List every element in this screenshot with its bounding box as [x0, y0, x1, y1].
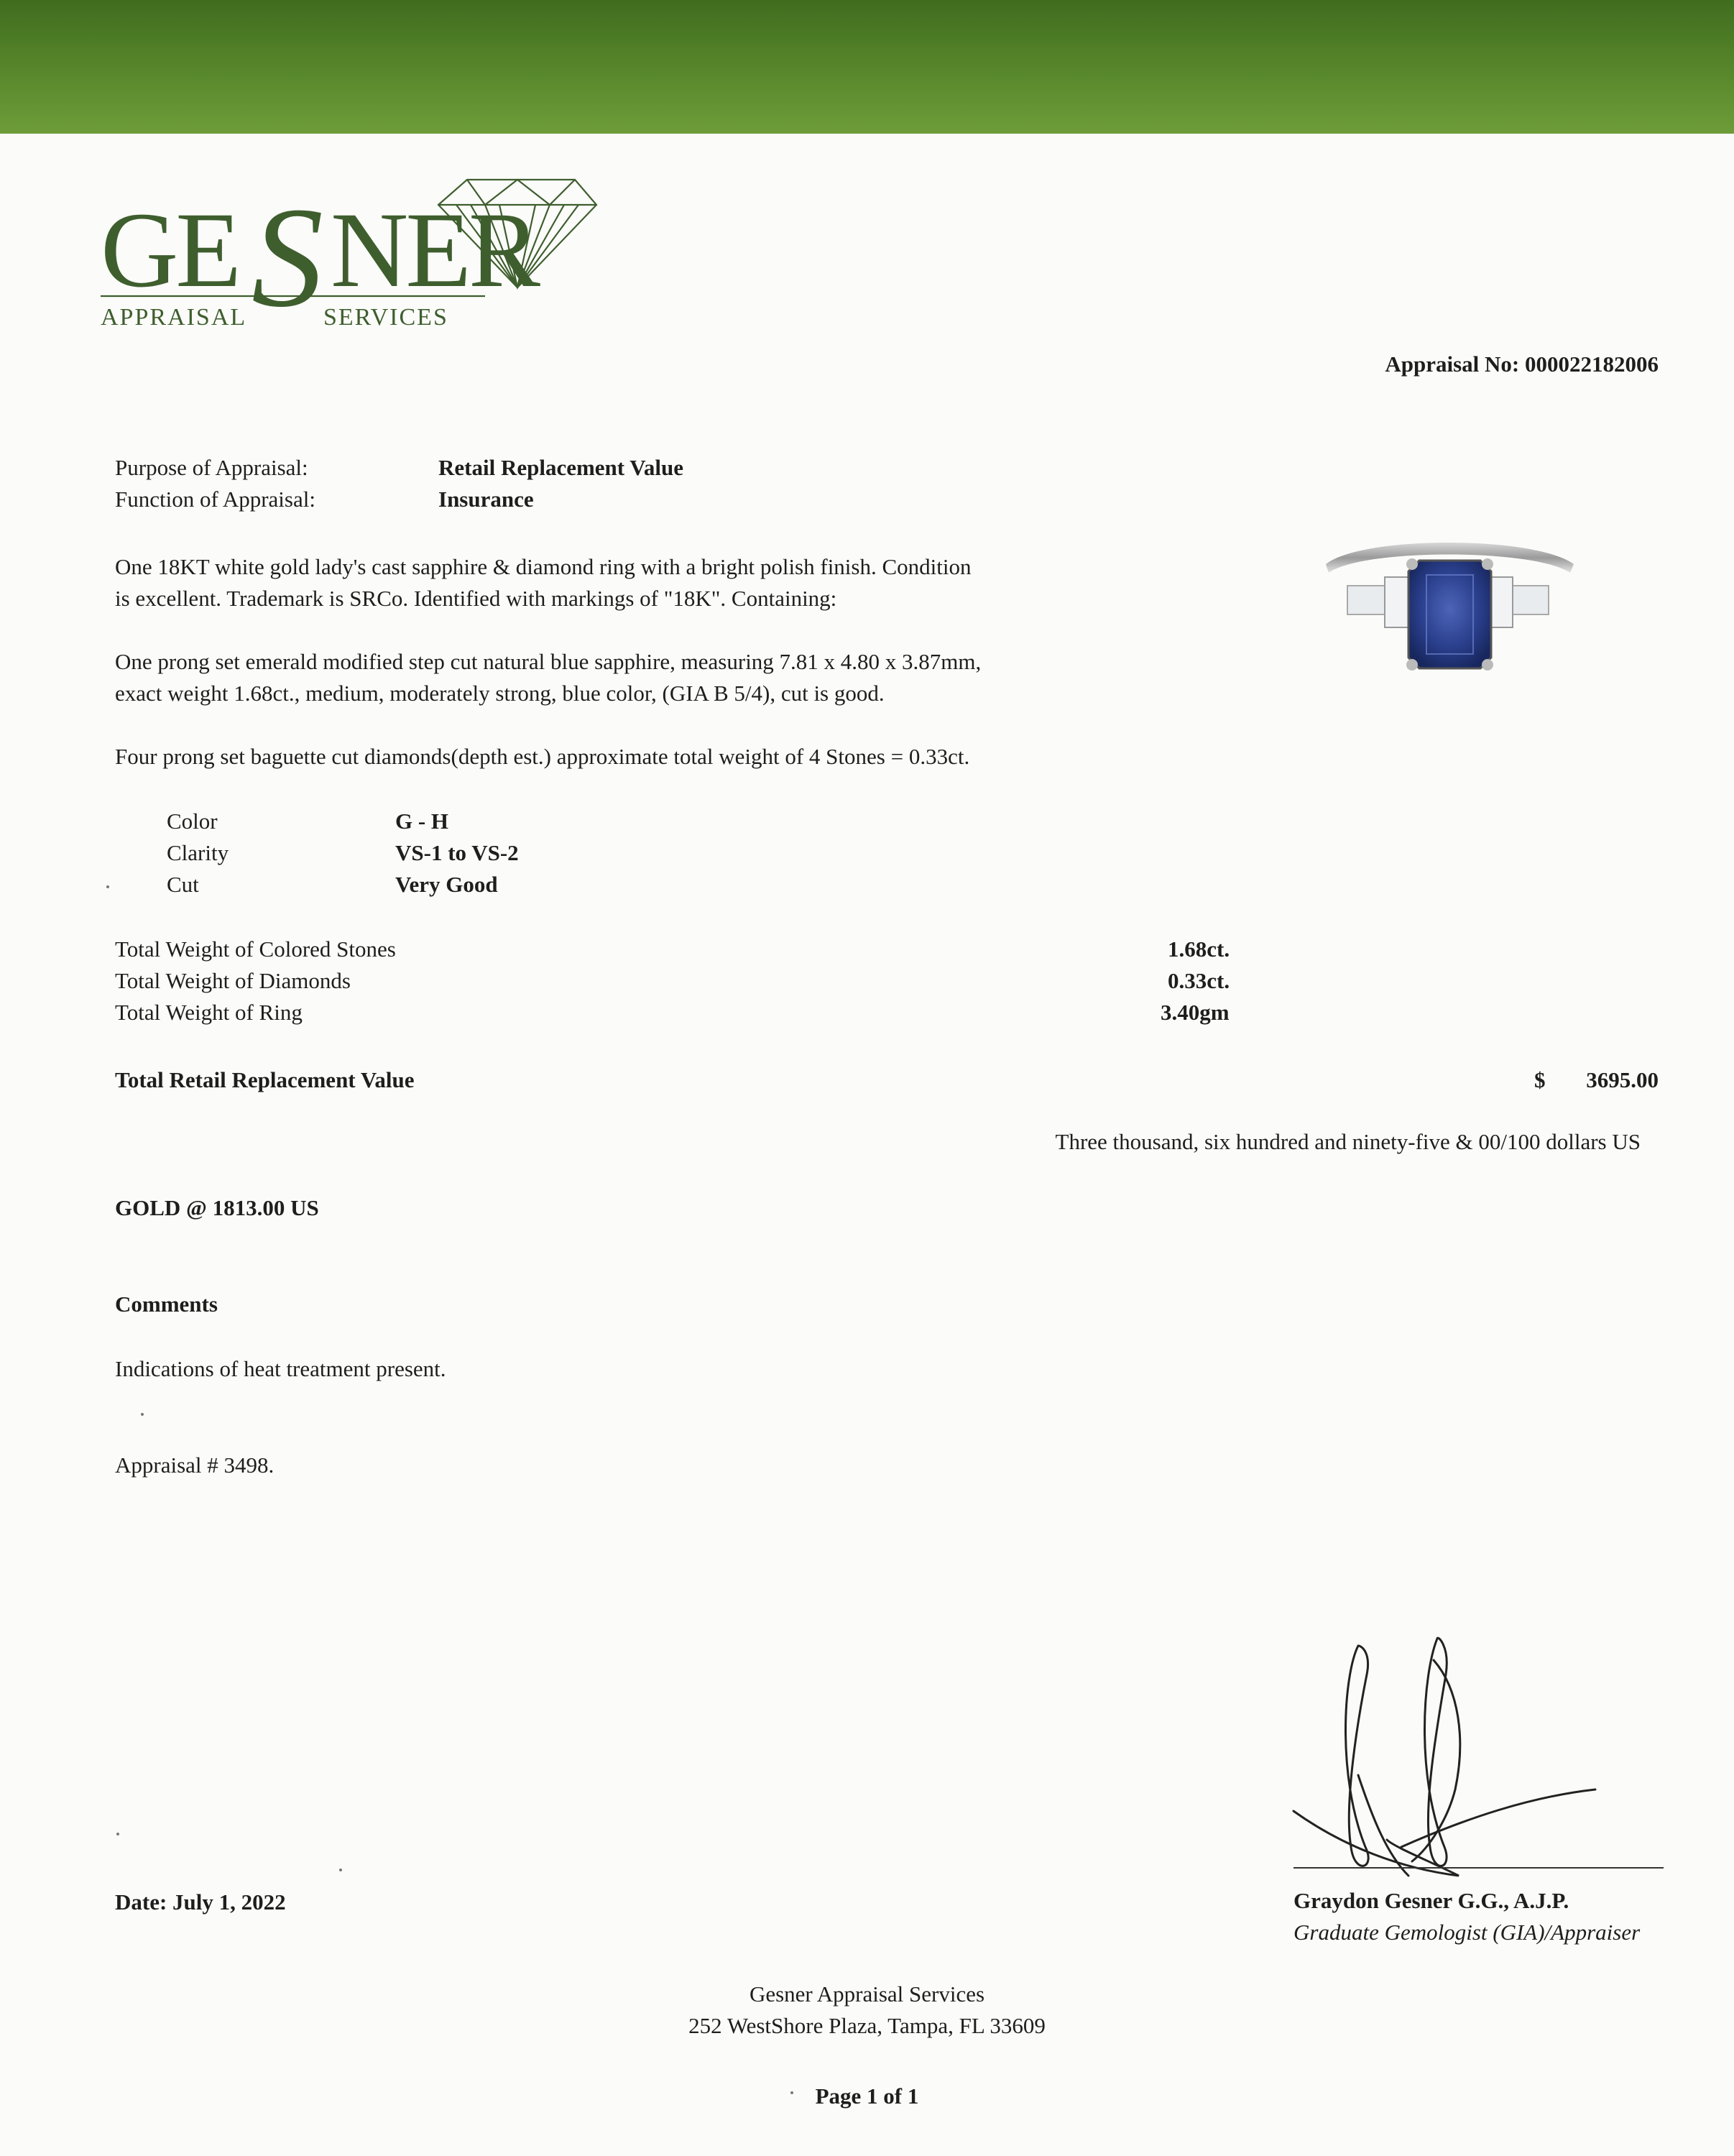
svg-text:S: S	[252, 178, 323, 337]
appraisal-number	[1385, 351, 1659, 379]
purpose-label: Purpose of Appraisal:	[115, 455, 308, 480]
grade-value-color: G - H	[395, 808, 449, 834]
purpose-value: Retail Replacement Value	[438, 455, 683, 480]
appraiser-title: Graduate Gemologist (GIA)/Appraiser	[1293, 1920, 1641, 1945]
scan-speck	[116, 1833, 119, 1835]
grade-value-clarity: VS-1 to VS-2	[395, 840, 519, 865]
header-band	[0, 0, 1734, 134]
grade-value-cut: Very Good	[395, 872, 498, 897]
appraisal-number-label: Appraisal No:	[1385, 351, 1520, 377]
gold-price: GOLD @ 1813.00 US	[115, 1195, 319, 1220]
weight-label-diamonds: Total Weight of Diamonds	[115, 968, 351, 993]
weight-value-diamonds: 0.33ct.	[1168, 968, 1230, 993]
scan-speck	[339, 1869, 342, 1871]
description-line-2: is excellent. Trademark is SRCo. Identified with markings of "18K". Containing:	[115, 586, 837, 611]
signature-line	[1293, 1867, 1664, 1869]
description-line-1: One 18KT white gold lady's cast sapphire & diamond ring with a bright polish finish. Condition	[115, 554, 972, 579]
function-value: Insurance	[438, 487, 534, 512]
comments-text: Indications of heat treatment present.	[115, 1356, 446, 1381]
weight-label-colored-stones: Total Weight of Colored Stones	[115, 936, 396, 962]
appraisal-reference: Appraisal # 3498.	[115, 1452, 275, 1478]
total-amount: 3695.00	[1586, 1067, 1659, 1092]
comments-heading: Comments	[115, 1291, 218, 1317]
signature	[1286, 1631, 1602, 1897]
sapphire-line-1: One prong set emerald modified step cut natural blue sapphire, measuring 7.81 x 4.80 x 3.87mm,	[115, 649, 982, 674]
gesner-logo	[93, 165, 611, 338]
appraisal-date: Date: July 1, 2022	[115, 1889, 286, 1915]
grade-label-cut: Cut	[167, 872, 199, 897]
svg-text:SERVICES: SERVICES	[323, 304, 448, 331]
total-currency: $	[1534, 1067, 1546, 1092]
total-in-words: Three thousand, six hundred and ninety-five & 00/100 dollars US	[1055, 1129, 1641, 1154]
page-indicator: Page 1 of 1	[815, 2083, 919, 2109]
weight-value-ring: 3.40gm	[1161, 1000, 1230, 1025]
grade-label-clarity: Clarity	[167, 840, 229, 865]
scan-speck	[141, 1413, 144, 1416]
diamonds-line: Four prong set baguette cut diamonds(depth est.) approximate total weight of 4 Stones = 0.33ct.	[115, 744, 970, 769]
svg-text:APPRAISAL: APPRAISAL	[101, 304, 247, 331]
appraisal-number-value: 000022182006	[1525, 351, 1659, 377]
scan-speck	[106, 885, 109, 888]
svg-text:GE: GE	[101, 190, 239, 310]
scan-speck	[790, 2091, 793, 2094]
svg-text:NER: NER	[331, 190, 538, 310]
weight-value-colored-stones: 1.68ct.	[1168, 936, 1230, 962]
total-label: Total Retail Replacement Value	[115, 1067, 415, 1092]
appraiser-name: Graydon Gesner G.G., A.J.P.	[1293, 1888, 1569, 1913]
ring-photo	[1319, 521, 1581, 694]
footer-company: Gesner Appraisal Services	[749, 1981, 985, 2007]
grade-label-color: Color	[167, 808, 218, 834]
footer-address: 252 WestShore Plaza, Tampa, FL 33609	[688, 2013, 1046, 2038]
weight-label-ring: Total Weight of Ring	[115, 1000, 303, 1025]
sapphire-line-2: exact weight 1.68ct., medium, moderately strong, blue color, (GIA B 5/4), cut is good.	[115, 681, 885, 706]
function-label: Function of Appraisal:	[115, 487, 315, 512]
